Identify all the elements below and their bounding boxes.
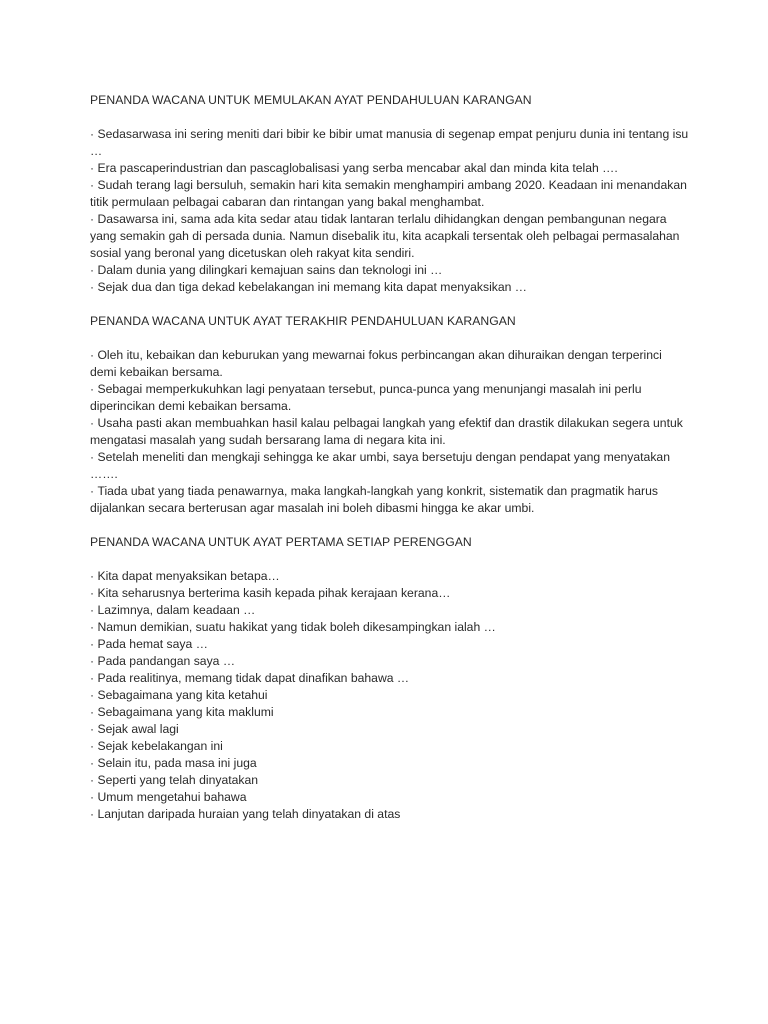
list-item: · Tiada ubat yang tiada penawarnya, maka langkah-langkah yang konkrit, sistematik dan pragmatik harus dijalankan secara berterusan agar masalah ini boleh dibasmi hingga ke akar umbi. xyxy=(90,483,690,517)
list-item: · Pada hemat saya … xyxy=(90,636,690,653)
list-item: · Umum mengetahui bahawa xyxy=(90,789,690,806)
list-item: · Sebagaimana yang kita maklumi xyxy=(90,704,690,721)
list-item: · Era pascaperindustrian dan pascaglobalisasi yang serba mencabar akal dan minda kita telah …. xyxy=(90,160,690,177)
list-item: · Sudah terang lagi bersuluh, semakin hari kita semakin menghampiri ambang 2020. Keadaan ini menandakan titik permulaan pelbagai cabaran dan rintangan yang bakal menghambat. xyxy=(90,177,690,211)
phrase-list xyxy=(90,568,690,823)
list-item: · Sejak dua dan tiga dekad kebelakangan ini memang kita dapat menyaksikan … xyxy=(90,279,690,296)
list-item: · Lanjutan daripada huraian yang telah dinyatakan di atas xyxy=(90,806,690,823)
list-item: · Sejak kebelakangan ini xyxy=(90,738,690,755)
list-item: · Seperti yang telah dinyatakan xyxy=(90,772,690,789)
list-item: · Sedasarwasa ini sering meniti dari bibir ke bibir umat manusia di segenap empat penjuru dunia ini tentang isu … xyxy=(90,126,690,160)
list-item: · Usaha pasti akan membuahkan hasil kalau pelbagai langkah yang efektif dan drastik dilakukan segera untuk mengatasi masalah yang sudah bersarang lama di negara kita ini. xyxy=(90,415,690,449)
list-item: · Namun demikian, suatu hakikat yang tidak boleh dikesampingkan ialah … xyxy=(90,619,690,636)
list-item: · Sejak awal lagi xyxy=(90,721,690,738)
section-closing-sentence xyxy=(90,313,690,517)
list-item: · Sebagai memperkukuhkan lagi penyataan tersebut, punca-punca yang menunjangi masalah ini perlu diperincikan demi kebaikan bersama. xyxy=(90,381,690,415)
phrase-list xyxy=(90,126,690,296)
list-item: · Lazimnya, dalam keadaan … xyxy=(90,602,690,619)
list-item: · Oleh itu, kebaikan dan keburukan yang mewarnai fokus perbincangan akan dihuraikan dengan terperinci demi kebaikan bersama. xyxy=(90,347,690,381)
list-item: · Pada pandangan saya … xyxy=(90,653,690,670)
list-item: · Dalam dunia yang dilingkari kemajuan sains dan teknologi ini … xyxy=(90,262,690,279)
list-item: · Sebagaimana yang kita ketahui xyxy=(90,687,690,704)
section-opening-sentence xyxy=(90,92,690,296)
section-paragraph-first-sentence xyxy=(90,534,690,823)
section-heading: PENANDA WACANA UNTUK MEMULAKAN AYAT PENDAHULUAN KARANGAN xyxy=(90,93,532,107)
list-item: · Dasawarsa ini, sama ada kita sedar atau tidak lantaran terlalu dihidangkan dengan pembangunan negara yang semakin gah di persada dunia. Namun disebalik itu, kita acapkali tersentak oleh pelbagai permasalahan sosial yang beronal yang dicetuskan oleh rakyat kita sendiri. xyxy=(90,211,690,262)
document-page xyxy=(90,92,690,823)
list-item: · Kita seharusnya berterima kasih kepada pihak kerajaan kerana… xyxy=(90,585,690,602)
section-heading: PENANDA WACANA UNTUK AYAT PERTAMA SETIAP PERENGGAN xyxy=(90,535,472,549)
list-item: · Pada realitinya, memang tidak dapat dinafikan bahawa … xyxy=(90,670,690,687)
phrase-list xyxy=(90,347,690,517)
list-item: · Selain itu, pada masa ini juga xyxy=(90,755,690,772)
list-item: · Kita dapat menyaksikan betapa… xyxy=(90,568,690,585)
list-item: · Setelah meneliti dan mengkaji sehingga ke akar umbi, saya bersetuju dengan pendapat yang menyatakan ……. xyxy=(90,449,690,483)
section-heading: PENANDA WACANA UNTUK AYAT TERAKHIR PENDAHULUAN KARANGAN xyxy=(90,314,516,328)
